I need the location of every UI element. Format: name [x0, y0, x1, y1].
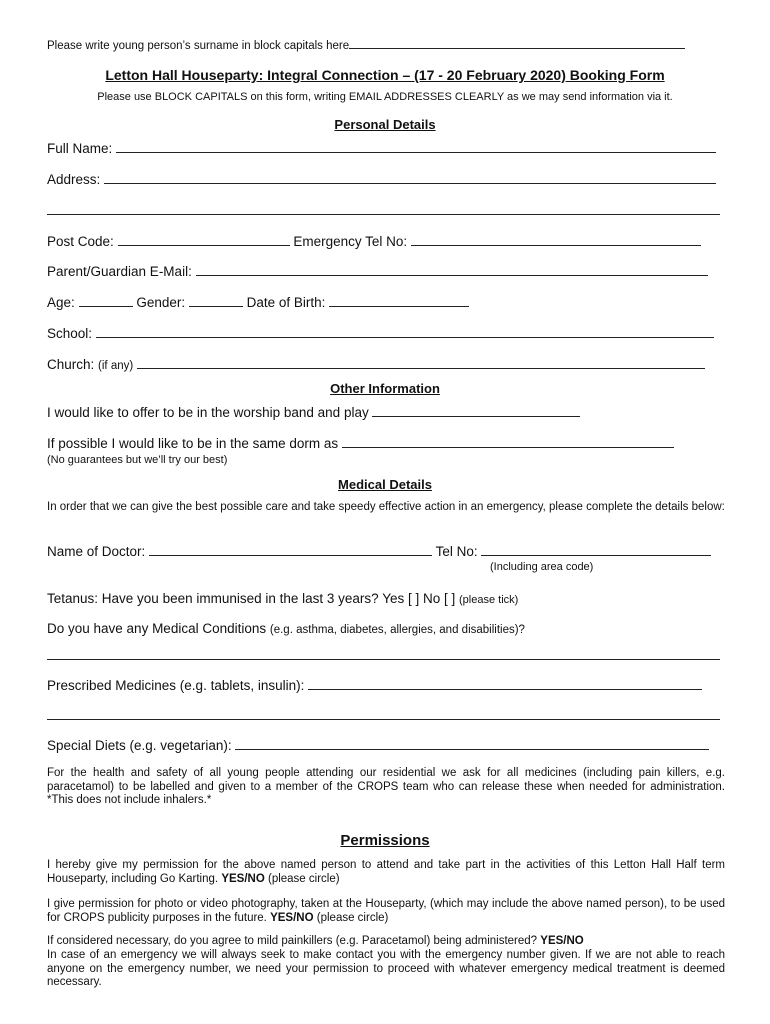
post-code-label: Post Code: — [47, 234, 114, 249]
full-name-row — [47, 141, 716, 156]
conditions-field[interactable] — [47, 659, 720, 660]
address-label: Address: — [47, 172, 101, 187]
instructions: Please use BLOCK CAPITALS on this form, writing EMAIL ADDRESSES CLEARLY as we may send information via it. — [97, 91, 673, 103]
address-row — [47, 172, 716, 187]
conditions-line-row — [47, 648, 720, 663]
diets-label: Special Diets (e.g. vegetarian): — [47, 738, 232, 753]
tetanus-question[interactable]: Tetanus: Have you been immunised in the last 3 years? Yes [ ] No [ ] — [47, 591, 456, 606]
permission-photo-suffix: (please circle) — [316, 911, 389, 924]
doctor-field[interactable] — [149, 555, 432, 556]
tick-note: (please tick) — [459, 594, 519, 606]
postcode-row — [47, 234, 701, 249]
address-field-1[interactable] — [104, 183, 716, 184]
medicines-field[interactable] — [308, 689, 702, 690]
form-title: Letton Hall Houseparty: Integral Connection – (17 - 20 February 2020) Booking Form — [105, 67, 665, 83]
school-label: School: — [47, 326, 93, 341]
surname-field[interactable] — [349, 48, 685, 49]
worship-label: I would like to offer to be in the worship band and play — [47, 405, 369, 420]
permission-houseparty — [47, 859, 725, 886]
medical-details-heading: Medical Details — [338, 477, 432, 492]
gender-label: Gender: — [136, 295, 186, 310]
dob-field[interactable] — [329, 306, 469, 307]
full-name-label: Full Name: — [47, 141, 113, 156]
medicines-line-row — [47, 708, 720, 723]
area-code-note: (Including area code) — [490, 561, 594, 573]
church-row — [47, 357, 705, 372]
post-code-field[interactable] — [118, 245, 290, 246]
church-label: Church: — [47, 357, 95, 372]
safety-note: For the health and safety of all young people attending our residential we ask for all medicines (including pain killers, e.g. paracetamol) to be labelled and given to a member of the CROPS team who can release these when needed for administration. *This does not include inhalers.* — [47, 767, 725, 806]
permission-painkillers-choice[interactable]: YES/NO — [540, 935, 584, 947]
emergency-tel-field[interactable] — [411, 245, 701, 246]
medicines-label: Prescribed Medicines (e.g. tablets, insulin): — [47, 678, 305, 693]
medicines-field-2[interactable] — [47, 719, 720, 720]
worship-row — [47, 405, 580, 420]
permission-painkillers — [47, 935, 725, 949]
church-field[interactable] — [137, 368, 705, 369]
conditions-note: (e.g. asthma, diabetes, allergies, and disabilities)? — [269, 624, 525, 636]
permission-houseparty-suffix: (please circle) — [267, 872, 340, 885]
parent-email-row — [47, 264, 708, 279]
dorm-row — [47, 436, 674, 451]
age-label: Age: — [47, 295, 75, 310]
tetanus-row — [47, 591, 518, 606]
other-information-heading: Other Information — [330, 381, 440, 396]
full-name-field[interactable] — [116, 152, 716, 153]
permission-painkillers-text: If considered necessary, do you agree to mild painkillers (e.g. Paracetamol) being administered? — [47, 935, 538, 947]
medicines-row — [47, 678, 702, 693]
age-row — [47, 295, 469, 310]
conditions-label: Do you have any Medical Conditions — [47, 621, 267, 636]
address-field-2[interactable] — [47, 214, 720, 215]
address-row-2 — [47, 203, 720, 218]
surname-note — [47, 40, 685, 52]
age-field[interactable] — [79, 306, 133, 307]
school-field[interactable] — [96, 337, 714, 338]
emergency-tel-label: Emergency Tel No: — [293, 234, 408, 249]
dorm-field[interactable] — [342, 447, 674, 448]
permissions-heading: Permissions — [340, 832, 430, 849]
permission-photo — [47, 898, 725, 925]
gender-field[interactable] — [189, 306, 243, 307]
doctor-tel-field[interactable] — [481, 555, 711, 556]
school-row — [47, 326, 714, 341]
doctor-label: Name of Doctor: — [47, 544, 146, 559]
dob-label: Date of Birth: — [246, 295, 326, 310]
diets-row — [47, 738, 709, 753]
church-note: (if any) — [98, 360, 134, 372]
permission-houseparty-text: I hereby give my permission for the above named person to attend and take part in the activities of this Letton Hall Half term Houseparty, including Go Karting. — [47, 859, 725, 885]
parent-email-field[interactable] — [196, 275, 708, 276]
dorm-note: (No guarantees but we’ll try our best) — [47, 454, 228, 466]
diets-field[interactable] — [235, 749, 709, 750]
dorm-label: If possible I would like to be in the same dorm as — [47, 436, 339, 451]
permission-houseparty-choice[interactable]: YES/NO — [221, 872, 265, 885]
personal-details-heading: Personal Details — [334, 117, 436, 132]
doctor-tel-label: Tel No: — [435, 544, 478, 559]
parent-email-label: Parent/Guardian E-Mail: — [47, 264, 192, 279]
medical-intro: In order that we can give the best possible care and take speedy effective action in an emergency, please complete the details below: — [47, 501, 725, 513]
doctor-row — [47, 544, 711, 559]
worship-field[interactable] — [372, 416, 580, 417]
permission-photo-text: I give permission for photo or video photography, taken at the Houseparty, (which may include the above named person), to be used for CROPS publicity purposes in the future. — [47, 898, 725, 924]
permission-photo-choice[interactable]: YES/NO — [270, 911, 314, 924]
conditions-row — [47, 621, 525, 636]
permission-emergency: In case of an emergency we will always seek to make contact you with the emergency number given. If we are not able to reach anyone on the emergency number, we need your permission to proceed with whatever emergency medical treatment is deemed necessary. — [47, 949, 725, 988]
surname-label: Please write young person’s surname in block capitals here — [47, 40, 350, 52]
